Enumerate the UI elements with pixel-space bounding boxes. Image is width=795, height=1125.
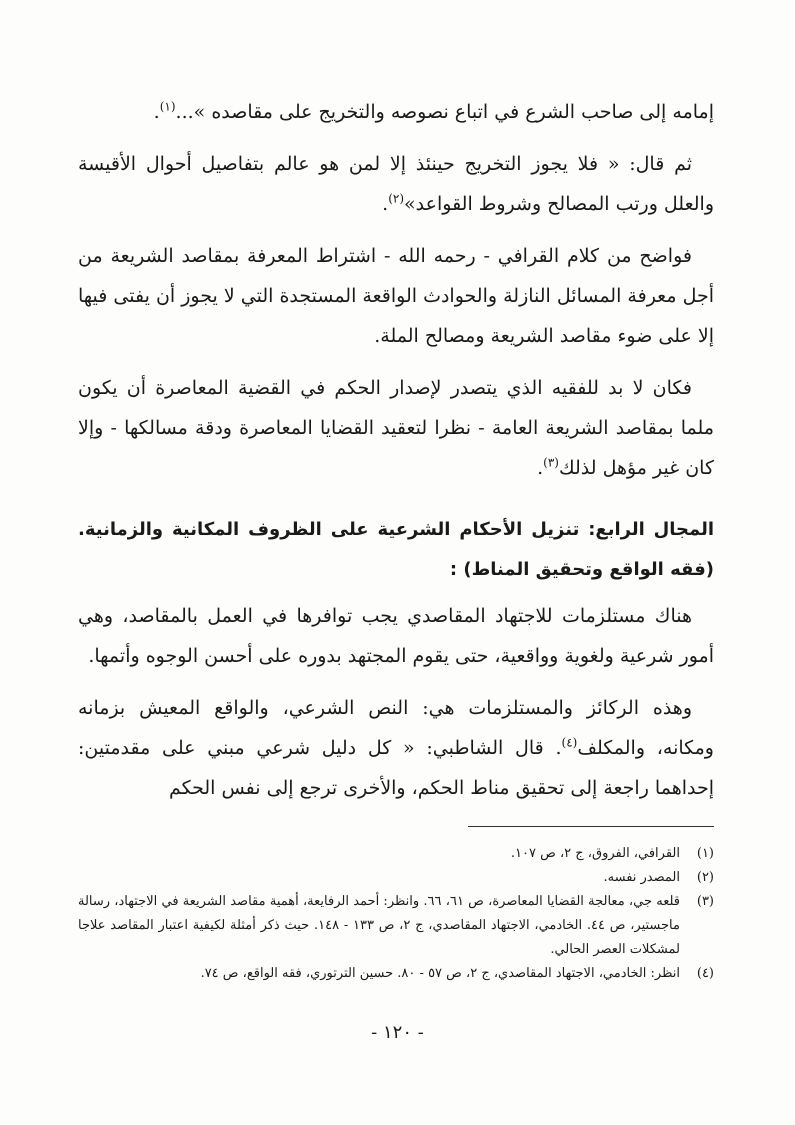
page-number: - ١٢٠ - [371,1022,424,1043]
paragraph-2: ثم قال: « فلا يجوز التخريج حينئذ إلا لمن هو عالم بتفاصيل أحوال الأقيسة والعلل ورتب المصالح وشروط القواعد»$^{(٢)}$. [78,153,714,215]
footnote-3 [78,890,714,962]
paragraph-5: هناك مستلزمات للاجتهاد المقاصدي يجب توافرها في العمل بالمقاصد، وهي أمور شرعية ولغوية وواقعية، حتى يقوم المجتهد بدوره على أحسن الوجوه وأتمها. [78,605,714,667]
footnote-4 [78,962,714,986]
footnote-ref-1: (١) [159,99,176,114]
paragraph-6: وهذه الركائز والمستلزمات هي: النص الشرعي، والواقع المعيش بزمانه ومكانه، والمكلف$^{(٤)}$. قال الشاطبي: « كل دليل شرعي مبني على مقدمتين: إحداهما راجعة إلى تحقيق مناط الحكم، والأخرى ترجع إلى نفس الحكم [78,697,714,799]
footnote-divider [468,826,714,827]
footnote-number: (٣) [696,894,714,909]
paragraph-4: فكان لا بد للفقيه الذي يتصدر لإصدار الحكم في القضية المعاصرة أن يكون ملما بمقاصد الشريعة العامة - نظرا لتعقيد القضايا المعاصرة ودقة مسالكها - وإلا كان غير مؤهل لذلك$^{(٣)}$. [78,377,714,479]
footnote-number: (٢) [696,870,714,885]
section-heading: المجال الرابع: تنزيل الأحكام الشرعية على الظروف المكانية والزمانية. (فقه الواقع وتحقيق المناط) : [78,519,714,580]
paragraph-1: إمامه إلى صاحب الشرع في اتباع نصوصه والتخريج على مقاصده »...$^{(١)}$. [153,99,714,123]
main-text [78,92,714,820]
footnote-2 [78,866,714,890]
footnote-text: القرافي، الفروق، ج ٢، ص ١٠٧. [510,846,680,861]
paragraph-3: فواضح من كلام القرافي - رحمه الله - اشتراط المعرفة بمقاصد الشريعة من أجل معرفة المسائل النازلة والحوادث الواقعة المستجدة التي لا يجوز أن يفتى فيها إلا على ضوء مقاصد الشريعة ومصالح الملة. [78,245,714,347]
footnote-ref-3: (٣) [543,455,559,470]
footnote-number: (٤) [696,966,714,981]
footnote-text: انظر: الخادمي، الاجتهاد المقاصدي، ج ٢، ص ٥٧ - ٨٠. حسين الترتوري، فقه الواقع، ص ٧٤. [200,966,680,981]
footnote-1 [78,842,714,866]
footnotes [78,842,714,986]
footnote-text: المصدر نفسه. [603,870,680,885]
footnote-ref-4: (٤) [561,735,578,750]
footnote-text: قلعه جي، معالجة القضايا المعاصرة، ص ٦١، ٦٦. وانظر: أحمد الرفايعة، أهمية مقاصد الشريعة في الاجتهاد، رسالة ماجستير، ص ٤٤. الخادمي، الاجتهاد المقاصدي، ج ٢، ص ١٣٣ - ١٤٨. حيث ذكر أمثلة لكيفية اعتبار المقاصد علاجا لمشكلات العصر الحالي. [78,894,680,957]
footnote-number: (١) [696,846,714,861]
footnote-ref-2: (٢) [388,191,405,206]
